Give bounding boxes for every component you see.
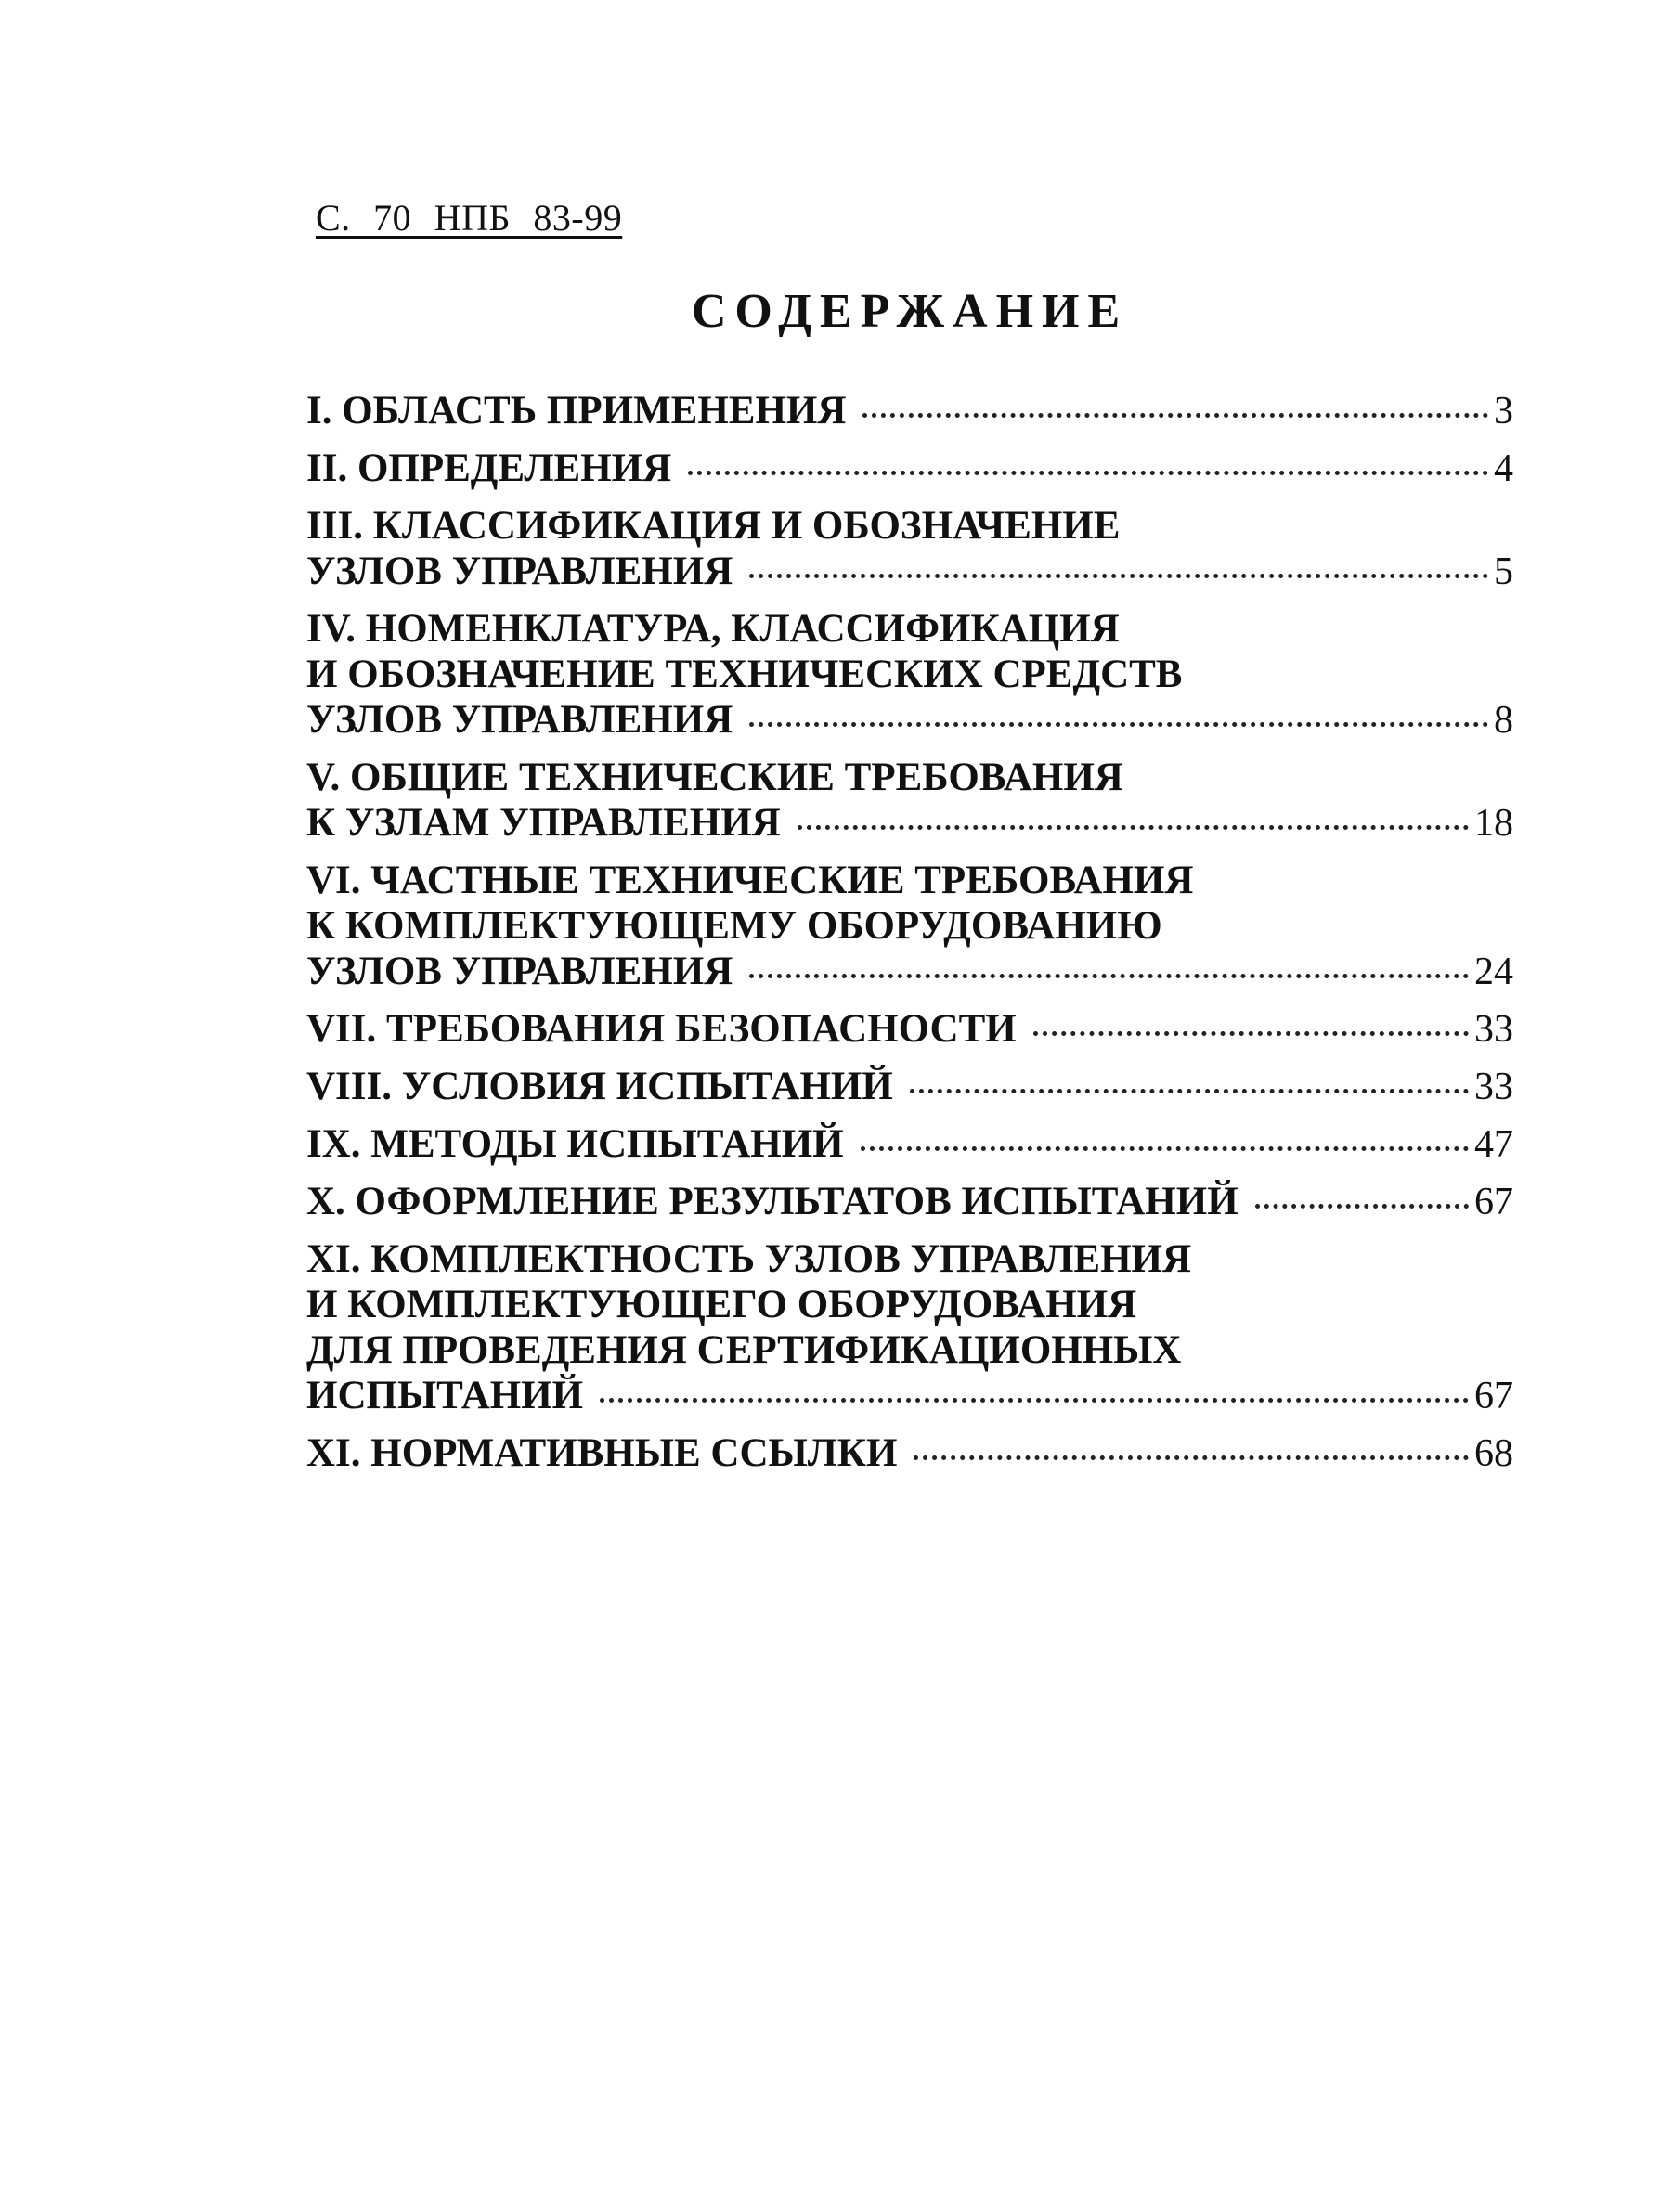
toc-entry	[306, 858, 1513, 995]
toc-entry-title-line: К КОМПЛЕКТУЮЩЕМУ ОБОРУДОВАНИЮ	[306, 904, 1162, 948]
toc-entry-title-line: IX. МЕТОДЫ ИСПЫТАНИЙ	[306, 1122, 844, 1166]
toc-page-number: 5	[1494, 550, 1513, 593]
toc-entry-title-line: ДЛЯ ПРОВЕДЕНИЯ СЕРТИФИКАЦИОННЫХ	[306, 1328, 1182, 1372]
toc-page-number: 47	[1474, 1123, 1513, 1166]
toc-page-number: 3	[1494, 390, 1513, 433]
toc-page-number: 4	[1494, 447, 1513, 490]
dot-leader	[798, 824, 1469, 830]
toc-entry-last-line	[306, 1006, 1513, 1053]
toc-entry-title-line: III. КЛАССИФИКАЦИЯ И ОБОЗНАЧЕНИЕ	[306, 504, 1121, 548]
toc-entry	[306, 1006, 1513, 1053]
toc-page-number: 33	[1474, 1008, 1513, 1051]
toc-page-number: 24	[1474, 951, 1513, 993]
toc-page-number: 67	[1474, 1375, 1513, 1417]
toc-entry-last-line	[306, 1373, 1513, 1419]
toc-entry-last-line	[306, 549, 1513, 595]
toc-page-number: 67	[1474, 1181, 1513, 1223]
toc-entry-title-line: II. ОПРЕДЕЛЕНИЯ	[306, 446, 672, 490]
toc-page-number: 68	[1474, 1432, 1513, 1475]
toc-entry-last-line	[306, 446, 1513, 492]
toc-entry-last-line	[306, 1064, 1513, 1110]
dot-leader	[600, 1397, 1469, 1403]
toc-entry	[306, 446, 1513, 492]
dot-leader	[910, 1088, 1469, 1093]
dot-leader	[1033, 1030, 1469, 1036]
dot-leader	[914, 1455, 1469, 1460]
toc-entry-title-line: УЗЛОВ УПРАВЛЕНИЯ	[306, 550, 733, 593]
toc-page-number: 33	[1474, 1066, 1513, 1108]
table-of-contents	[306, 388, 1513, 1477]
toc-page-number: 18	[1474, 802, 1513, 845]
dot-leader	[749, 573, 1488, 578]
toc-entry-last-line	[306, 1430, 1513, 1477]
toc-entry-title-line: VIII. УСЛОВИЯ ИСПЫТАНИЙ	[306, 1065, 893, 1108]
toc-entry	[306, 755, 1513, 847]
toc-entry-title-line: XI. КОМПЛЕКТНОСТЬ УЗЛОВ УПРАВЛЕНИЯ	[306, 1237, 1192, 1281]
toc-entry-title-line: УЗЛОВ УПРАВЛЕНИЯ	[306, 950, 733, 993]
toc-entry	[306, 1179, 1513, 1225]
dot-leader	[1255, 1203, 1469, 1209]
toc-entry-last-line	[306, 949, 1513, 995]
toc-entry-last-line	[306, 1179, 1513, 1225]
toc-entry-title-line: V. ОБЩИЕ ТЕХНИЧЕСКИЕ ТРЕБОВАНИЯ	[306, 756, 1123, 799]
toc-entry-last-line	[306, 1121, 1513, 1168]
toc-entry-title-line: И КОМПЛЕКТУЮЩЕГО ОБОРУДОВАНИЯ	[306, 1283, 1137, 1326]
dot-leader	[862, 412, 1488, 418]
toc-entry-title-line: XI. НОРМАТИВНЫЕ ССЫЛКИ	[306, 1431, 898, 1475]
toc-entry-last-line	[306, 388, 1513, 434]
toc-entry	[306, 606, 1513, 744]
toc-entry-last-line	[306, 697, 1513, 744]
toc-entry-title-line: VI. ЧАСТНЫЕ ТЕХНИЧЕСКИЕ ТРЕБОВАНИЯ	[306, 859, 1194, 902]
dot-leader	[861, 1145, 1469, 1151]
toc-entry-title-line: И ОБОЗНАЧЕНИЕ ТЕХНИЧЕСКИХ СРЕДСТВ	[306, 653, 1183, 696]
dot-leader	[688, 470, 1488, 475]
toc-entry	[306, 388, 1513, 434]
toc-entry	[306, 1236, 1513, 1419]
toc-entry-title-line: VII. ТРЕБОВАНИЯ БЕЗОПАСНОСТИ	[306, 1007, 1017, 1051]
toc-entry	[306, 503, 1513, 595]
toc-entry-title-line: IV. НОМЕНКЛАТУРА, КЛАССИФИКАЦИЯ	[306, 607, 1120, 651]
toc-entry-title-line: I. ОБЛАСТЬ ПРИМЕНЕНИЯ	[306, 389, 847, 433]
toc-entry-title-line: X. ОФОРМЛЕНИЕ РЕЗУЛЬТАТОВ ИСПЫТАНИЙ	[306, 1180, 1239, 1223]
page-title: СОДЕРЖАНИЕ	[691, 285, 1129, 338]
toc-entry	[306, 1121, 1513, 1168]
toc-entry-title-line: ИСПЫТАНИЙ	[306, 1374, 584, 1417]
page-header-reference: С. 70 НПБ 83-99	[316, 197, 623, 239]
toc-page-number: 8	[1494, 699, 1513, 742]
toc-entry	[306, 1430, 1513, 1477]
toc-entry-title-line: УЗЛОВ УПРАВЛЕНИЯ	[306, 698, 733, 742]
toc-entry-title-line: К УЗЛАМ УПРАВЛЕНИЯ	[306, 801, 781, 845]
toc-entry-last-line	[306, 800, 1513, 847]
toc-entry	[306, 1064, 1513, 1110]
dot-leader	[749, 721, 1488, 727]
dot-leader	[749, 973, 1469, 978]
